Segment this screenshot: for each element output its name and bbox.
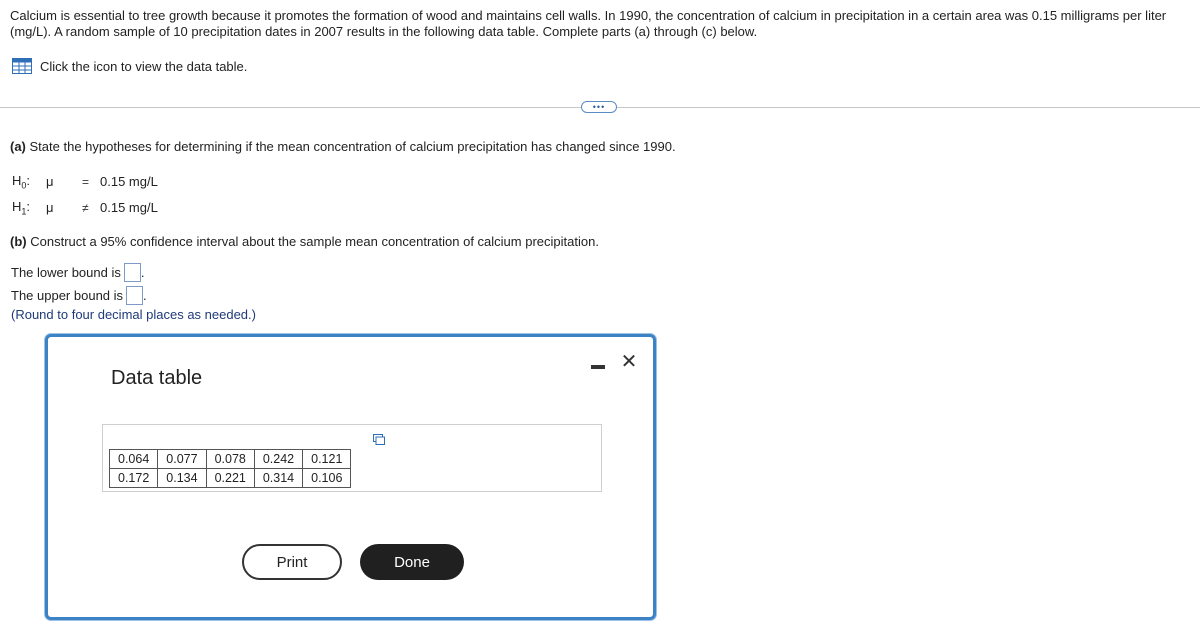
copy-icon[interactable] — [373, 434, 385, 445]
part-a-prompt — [10, 139, 676, 154]
table-cell: 0.242 — [254, 450, 302, 469]
done-button[interactable]: Done — [360, 544, 464, 580]
table-cell: 0.077 — [158, 450, 206, 469]
h0-parameter-select[interactable]: μ — [46, 174, 54, 190]
table-cell: 0.064 — [110, 450, 158, 469]
table-cell: 0.134 — [158, 469, 206, 488]
table-row — [110, 450, 351, 469]
alternative-hypothesis — [12, 199, 158, 217]
h1-value[interactable]: 0.15 mg/L — [100, 200, 158, 216]
h0-value[interactable]: 0.15 mg/L — [100, 174, 158, 190]
part-b-label: (b) — [10, 234, 27, 249]
table-cell: 0.106 — [303, 469, 351, 488]
upper-bound-input[interactable] — [126, 286, 143, 305]
data-table-container — [102, 424, 602, 492]
minimize-button[interactable] — [586, 351, 610, 377]
data-table-icon[interactable] — [12, 58, 32, 74]
lower-bound-period: . — [140, 265, 145, 280]
h1-label: $H_1$: — [12, 199, 31, 217]
table-cell: 0.121 — [303, 450, 351, 469]
close-icon[interactable]: ✕ — [620, 351, 638, 373]
part-a-text: State the hypotheses for determining if the mean concentration of calcium precipitation has changed since 1990. — [29, 139, 676, 154]
data-table — [109, 449, 351, 488]
lower-bound-label: The lower bound is — [11, 265, 121, 280]
print-button[interactable]: Print — [242, 544, 342, 580]
table-cell: 0.078 — [206, 450, 254, 469]
data-table-dialog — [45, 334, 656, 620]
part-b-prompt — [10, 234, 599, 249]
h0-label: $H_0$: — [12, 173, 31, 191]
rounding-note: (Round to four decimal places as needed.) — [11, 307, 256, 322]
table-cell: 0.221 — [206, 469, 254, 488]
upper-bound-row — [11, 286, 147, 305]
h1-parameter-select[interactable]: μ — [46, 200, 54, 216]
dialog-title: Data table — [111, 367, 203, 389]
table-cell: 0.314 — [254, 469, 302, 488]
upper-bound-period: . — [143, 288, 147, 303]
table-cell: 0.172 — [110, 469, 158, 488]
part-a-label: (a) — [10, 139, 26, 154]
upper-bound-label: The upper bound is — [11, 288, 124, 303]
data-link-label[interactable]: Click the icon to view the data table. — [40, 58, 248, 74]
h0-operator-select[interactable]: = — [82, 174, 90, 189]
table-row — [110, 469, 351, 488]
minimize-icon — [591, 365, 605, 369]
more-options-button[interactable]: ••• — [581, 101, 617, 113]
lower-bound-input[interactable] — [124, 263, 141, 282]
view-data-table-link[interactable] — [12, 58, 247, 74]
null-hypothesis — [12, 173, 158, 191]
question-intro: Calcium is essential to tree growth because it promotes the formation of wood and maintains cell walls. In 1990, the concentration of calcium in precipitation in a certain area was 0.15 milligrams per liter (mg/L). A random sample of 10 precipitation dates in 2007 results in the following data table. Complete parts (a) through (c) below. — [10, 8, 1167, 39]
h1-operator-select[interactable]: ≠ — [82, 200, 89, 215]
part-b-text: Construct a 95% confidence interval about the sample mean concentration of calcium precipitation. — [30, 234, 599, 249]
lower-bound-row — [11, 263, 144, 282]
